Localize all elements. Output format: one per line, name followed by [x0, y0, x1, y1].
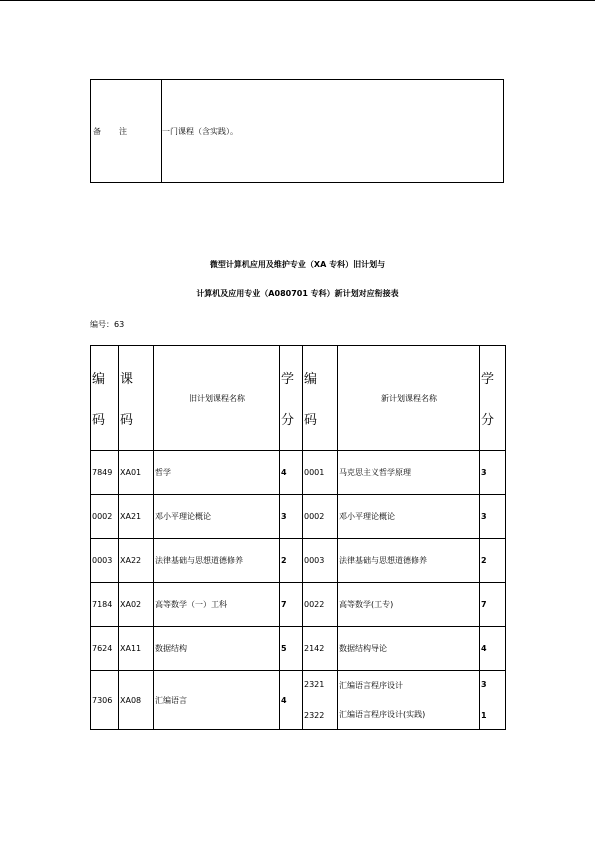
remarks-label-char-1: 备	[93, 126, 101, 136]
cell-new-name-2: 汇编语言程序设计(实践)	[339, 710, 426, 719]
header-credit-char-2: 分	[281, 413, 295, 428]
remarks-label	[91, 80, 162, 183]
cell-new-code: 0022	[303, 583, 338, 627]
header-course-char-2: 码	[120, 413, 134, 428]
header-new-credit-char-1: 学	[481, 372, 495, 387]
cell-new-name: 高等数学(工专)	[338, 583, 480, 627]
cell-old-name: 高等数学（一）工科	[154, 583, 280, 627]
table-row	[91, 627, 506, 671]
page-top-border	[0, 0, 595, 1]
header-new-code-char-2: 码	[304, 413, 318, 428]
cell-new-code: 2142	[303, 627, 338, 671]
cell-code: 0003	[91, 539, 119, 583]
cell-course-code: XA01	[119, 451, 154, 495]
cell-new-code	[303, 671, 338, 730]
cell-credit: 3	[280, 495, 303, 539]
header-course-char-1: 课	[120, 372, 134, 387]
cell-credit: 2	[280, 539, 303, 583]
header-new-credit	[480, 346, 506, 451]
cell-new-name: 马克思主义哲学原理	[338, 451, 480, 495]
cell-code: 7624	[91, 627, 119, 671]
remarks-row	[91, 80, 504, 183]
cell-credit: 4	[280, 671, 303, 730]
table-row	[91, 451, 506, 495]
cell-old-name: 数据结构	[154, 627, 280, 671]
cell-new-credit: 3	[480, 451, 506, 495]
remarks-text: 一门课程（含实践）。	[162, 80, 504, 183]
document-title-line-1: 微型计算机应用及维护专业（XA 专科）旧计划与	[209, 260, 386, 269]
cell-credit: 5	[280, 627, 303, 671]
cell-new-code: 0002	[303, 495, 338, 539]
cell-course-code: XA22	[119, 539, 154, 583]
cell-new-name: 数据结构导论	[338, 627, 480, 671]
cell-new-name: 邓小平理论概论	[338, 495, 480, 539]
cell-code: 7849	[91, 451, 119, 495]
document-title-line-2: 计算机及应用专业（A080701 专科）新计划对应衔接表	[196, 289, 399, 298]
table-header-row	[91, 346, 506, 451]
remarks-label-char-2: 注	[119, 126, 127, 136]
table-row	[91, 671, 506, 730]
cell-new-name	[338, 671, 480, 730]
cell-old-name: 邓小平理论概论	[154, 495, 280, 539]
cell-course-code: XA11	[119, 627, 154, 671]
cell-old-name: 汇编语言	[154, 671, 280, 730]
cell-new-credit: 2	[480, 539, 506, 583]
cell-new-credit: 7	[480, 583, 506, 627]
table-row	[91, 583, 506, 627]
remarks-table	[90, 79, 504, 183]
header-new-code-char-1: 编	[304, 372, 318, 387]
header-code-char-2: 码	[92, 413, 106, 428]
course-mapping-table	[90, 345, 506, 730]
cell-course-code: XA21	[119, 495, 154, 539]
cell-new-code: 0003	[303, 539, 338, 583]
cell-code: 7306	[91, 671, 119, 730]
cell-old-name: 哲学	[154, 451, 280, 495]
cell-new-code-1: 2321	[304, 680, 325, 689]
cell-old-name: 法律基础与思想道德修养	[154, 539, 280, 583]
header-course-code	[119, 346, 154, 451]
header-new-code	[303, 346, 338, 451]
cell-credit: 4	[280, 451, 303, 495]
cell-course-code: XA08	[119, 671, 154, 730]
cell-course-code: XA02	[119, 583, 154, 627]
cell-new-code: 0001	[303, 451, 338, 495]
header-new-credit-char-2: 分	[481, 413, 495, 428]
cell-new-credit: 4	[480, 627, 506, 671]
table-row	[91, 539, 506, 583]
table-row	[91, 495, 506, 539]
cell-new-name-1: 汇编语言程序设计	[339, 681, 403, 690]
cell-code: 0002	[91, 495, 119, 539]
header-credit	[280, 346, 303, 451]
header-code-char-1: 编	[92, 372, 106, 387]
cell-credit: 7	[280, 583, 303, 627]
serial-number: 编号：63	[90, 320, 125, 329]
cell-new-code-2: 2322	[304, 711, 325, 720]
header-old-course-name: 旧计划课程名称	[154, 346, 280, 451]
cell-new-credit-2: 1	[481, 711, 487, 720]
cell-code: 7184	[91, 583, 119, 627]
cell-new-credit-1: 3	[481, 680, 487, 689]
cell-new-name: 法律基础与思想道德修养	[338, 539, 480, 583]
cell-new-credit: 3	[480, 495, 506, 539]
header-new-course-name: 新计划课程名称	[338, 346, 480, 451]
header-code	[91, 346, 119, 451]
cell-new-credit	[480, 671, 506, 730]
header-credit-char-1: 学	[281, 372, 295, 387]
